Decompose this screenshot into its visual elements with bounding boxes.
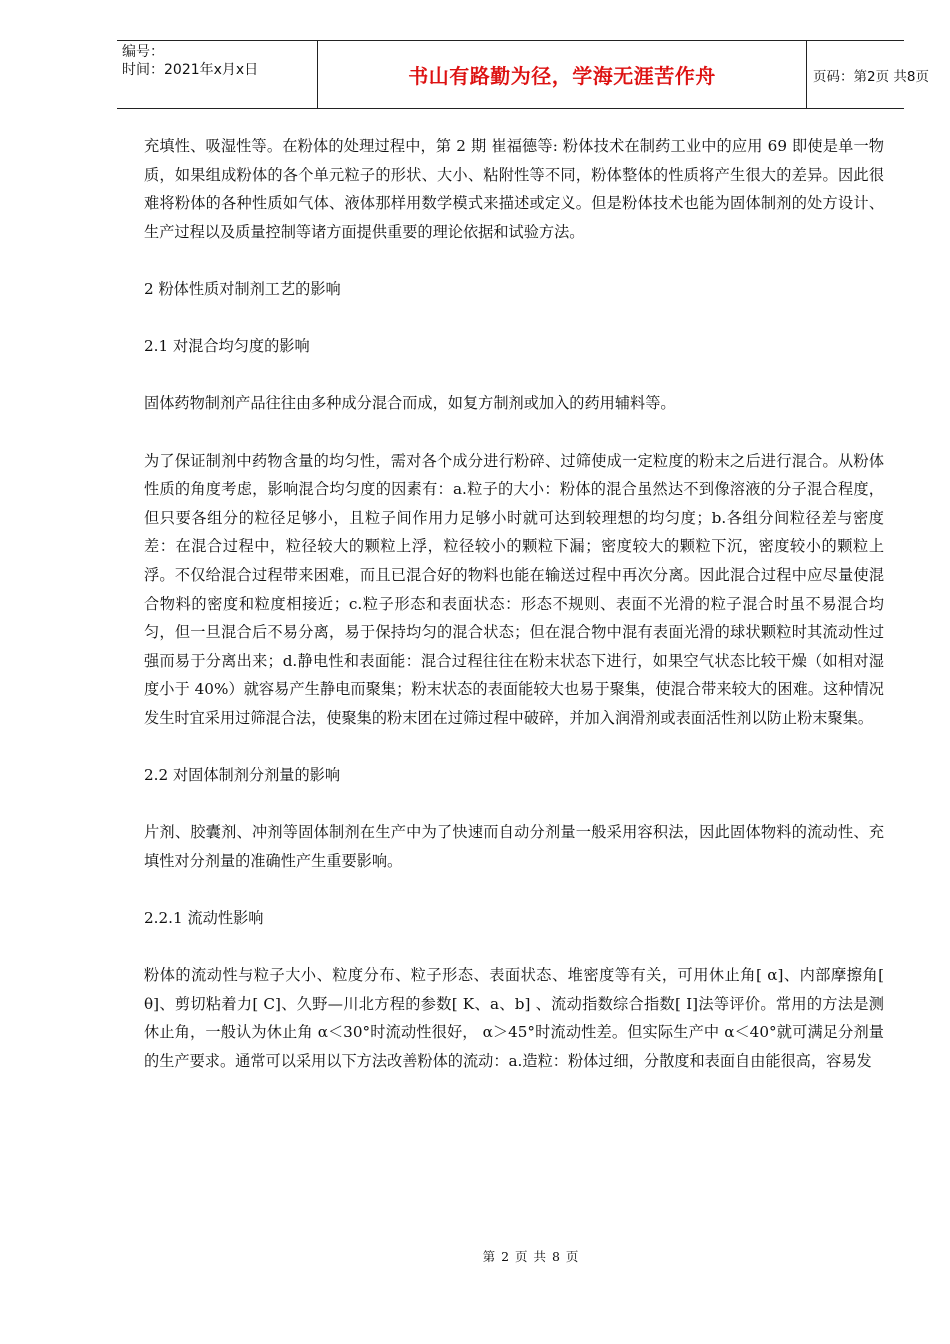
- paragraph-flowability: 粉体的流动性与粒子大小、粒度分布、粒子形态、表面状态、堆密度等有关，可用休止角[ α]、内部摩擦角[ θ]、剪切粘着力[ C]、久野—川北方程的参数[ K、a、b] 、流动指数综合指数[ I]法等评价。常用的方法是测休止角，一般认为休止角 α＜30°时流动性很好， α＞45°时流动性差。但实际生产中 α＜40°就可满足分剂量的生产要求。通常可以采用以下方法改善粉体的流动：a.造粒：粉体过细，分散度和表面自由能很高，容易发: [144, 966, 884, 1070]
- page-header: [117, 40, 929, 109]
- section-heading-2: 2 粉体性质对制剂工艺的影响: [144, 279, 341, 298]
- page-footer: [0, 1247, 950, 1265]
- header-page-info: 页码：第2页 共8页: [813, 68, 929, 85]
- section-heading-2-2: 2.2 对固体制剂分剂量的影响: [144, 766, 341, 785]
- paragraph-dosing: 片剂、胶囊剂、冲剂等固体制剂在生产中为了快速而自动分剂量一般采用容积法，因此固体物料的流动性、充填性对分剂量的准确性产生重要影响。: [144, 823, 884, 870]
- header-motto-cell: [317, 41, 807, 108]
- code-label: 编号：: [122, 44, 164, 60]
- paragraph-mixing-factors: 为了保证制剂中药物含量的均匀性，需对各个成分进行粉碎、过筛使成一定粒度的粉末之后进行混合。从粉体性质的角度考虑，影响混合均匀度的因素有：a.粒子的大小：粉体的混合虽然达不到像溶液的分子混合程度，但只要各组分的粒径足够小，且粒子间作用力足够小时就可达到较理想的均匀度；b.各组分间粒径差与密度差：在混合过程中，粒径较大的颗粒上浮，粒径较小的颗粒下漏；密度较大的颗粒下沉，密度较小的颗粒上浮。不仅给混合过程带来困难，而且已混合好的物料也能在输送过程中再次分离。因此混合过程中应尽量使混合物料的密度和粒度相接近；c.粒子形态和表面状态：形态不规则、表面不光滑的粒子混合时虽不易混合均匀，但一旦混合后不易分离，易于保持均匀的混合状态；但在混合物中混有表面光滑的球状颗粒时其流动性过强而易于分离出来；d.静电性和表面能：混合过程往往在粉末状态下进行，如果空气状态比较干燥（如相对湿度小于 40%）就容易产生静电而聚集；粉末状态的表面能较大也易于聚集，使混合带来较大的困难。这种情况发生时宜采用过筛混合法，使聚集的粉末团在过筛过程中破碎，并加入润滑剂或表面活性剂以防止粉末聚集。: [144, 451, 884, 727]
- header-meta: [117, 41, 317, 108]
- motto-text: 书山有路勤为径，学海无涯苦作舟: [408, 64, 716, 88]
- paragraph-mixing-intro: 固体药物制剂产品往往由多种成分混合而成，如复方制剂或加入的药用辅料等。: [144, 394, 676, 413]
- time-label: 时间：2021年x月x日: [122, 62, 259, 78]
- paragraph-intro: 充填性、吸湿性等。在粉体的处理过程中，第 2 期 崔福德等: 粉体技术在制药工业中的应用 69 即使是单一物质，如果组成粉体的各个单元粒子的形状、大小、粘附性等不同，粉体整体的性质将产生很大的差异。因此很难将粉体的各种性质如气体、液体那样用数学模式来描述或定义。但是粉体技术也能为固体制剂的处方设计、生产过程以及质量控制等诸方面提供重要的理论依据和试验方法。: [144, 137, 884, 241]
- footer-page-number: 第 2 页 共 8 页: [482, 1249, 580, 1264]
- section-heading-2-1: 2.1 对混合均匀度的影响: [144, 337, 310, 356]
- section-heading-2-2-1: 2.2.1 流动性影响: [144, 909, 264, 928]
- document-body: [144, 132, 884, 1104]
